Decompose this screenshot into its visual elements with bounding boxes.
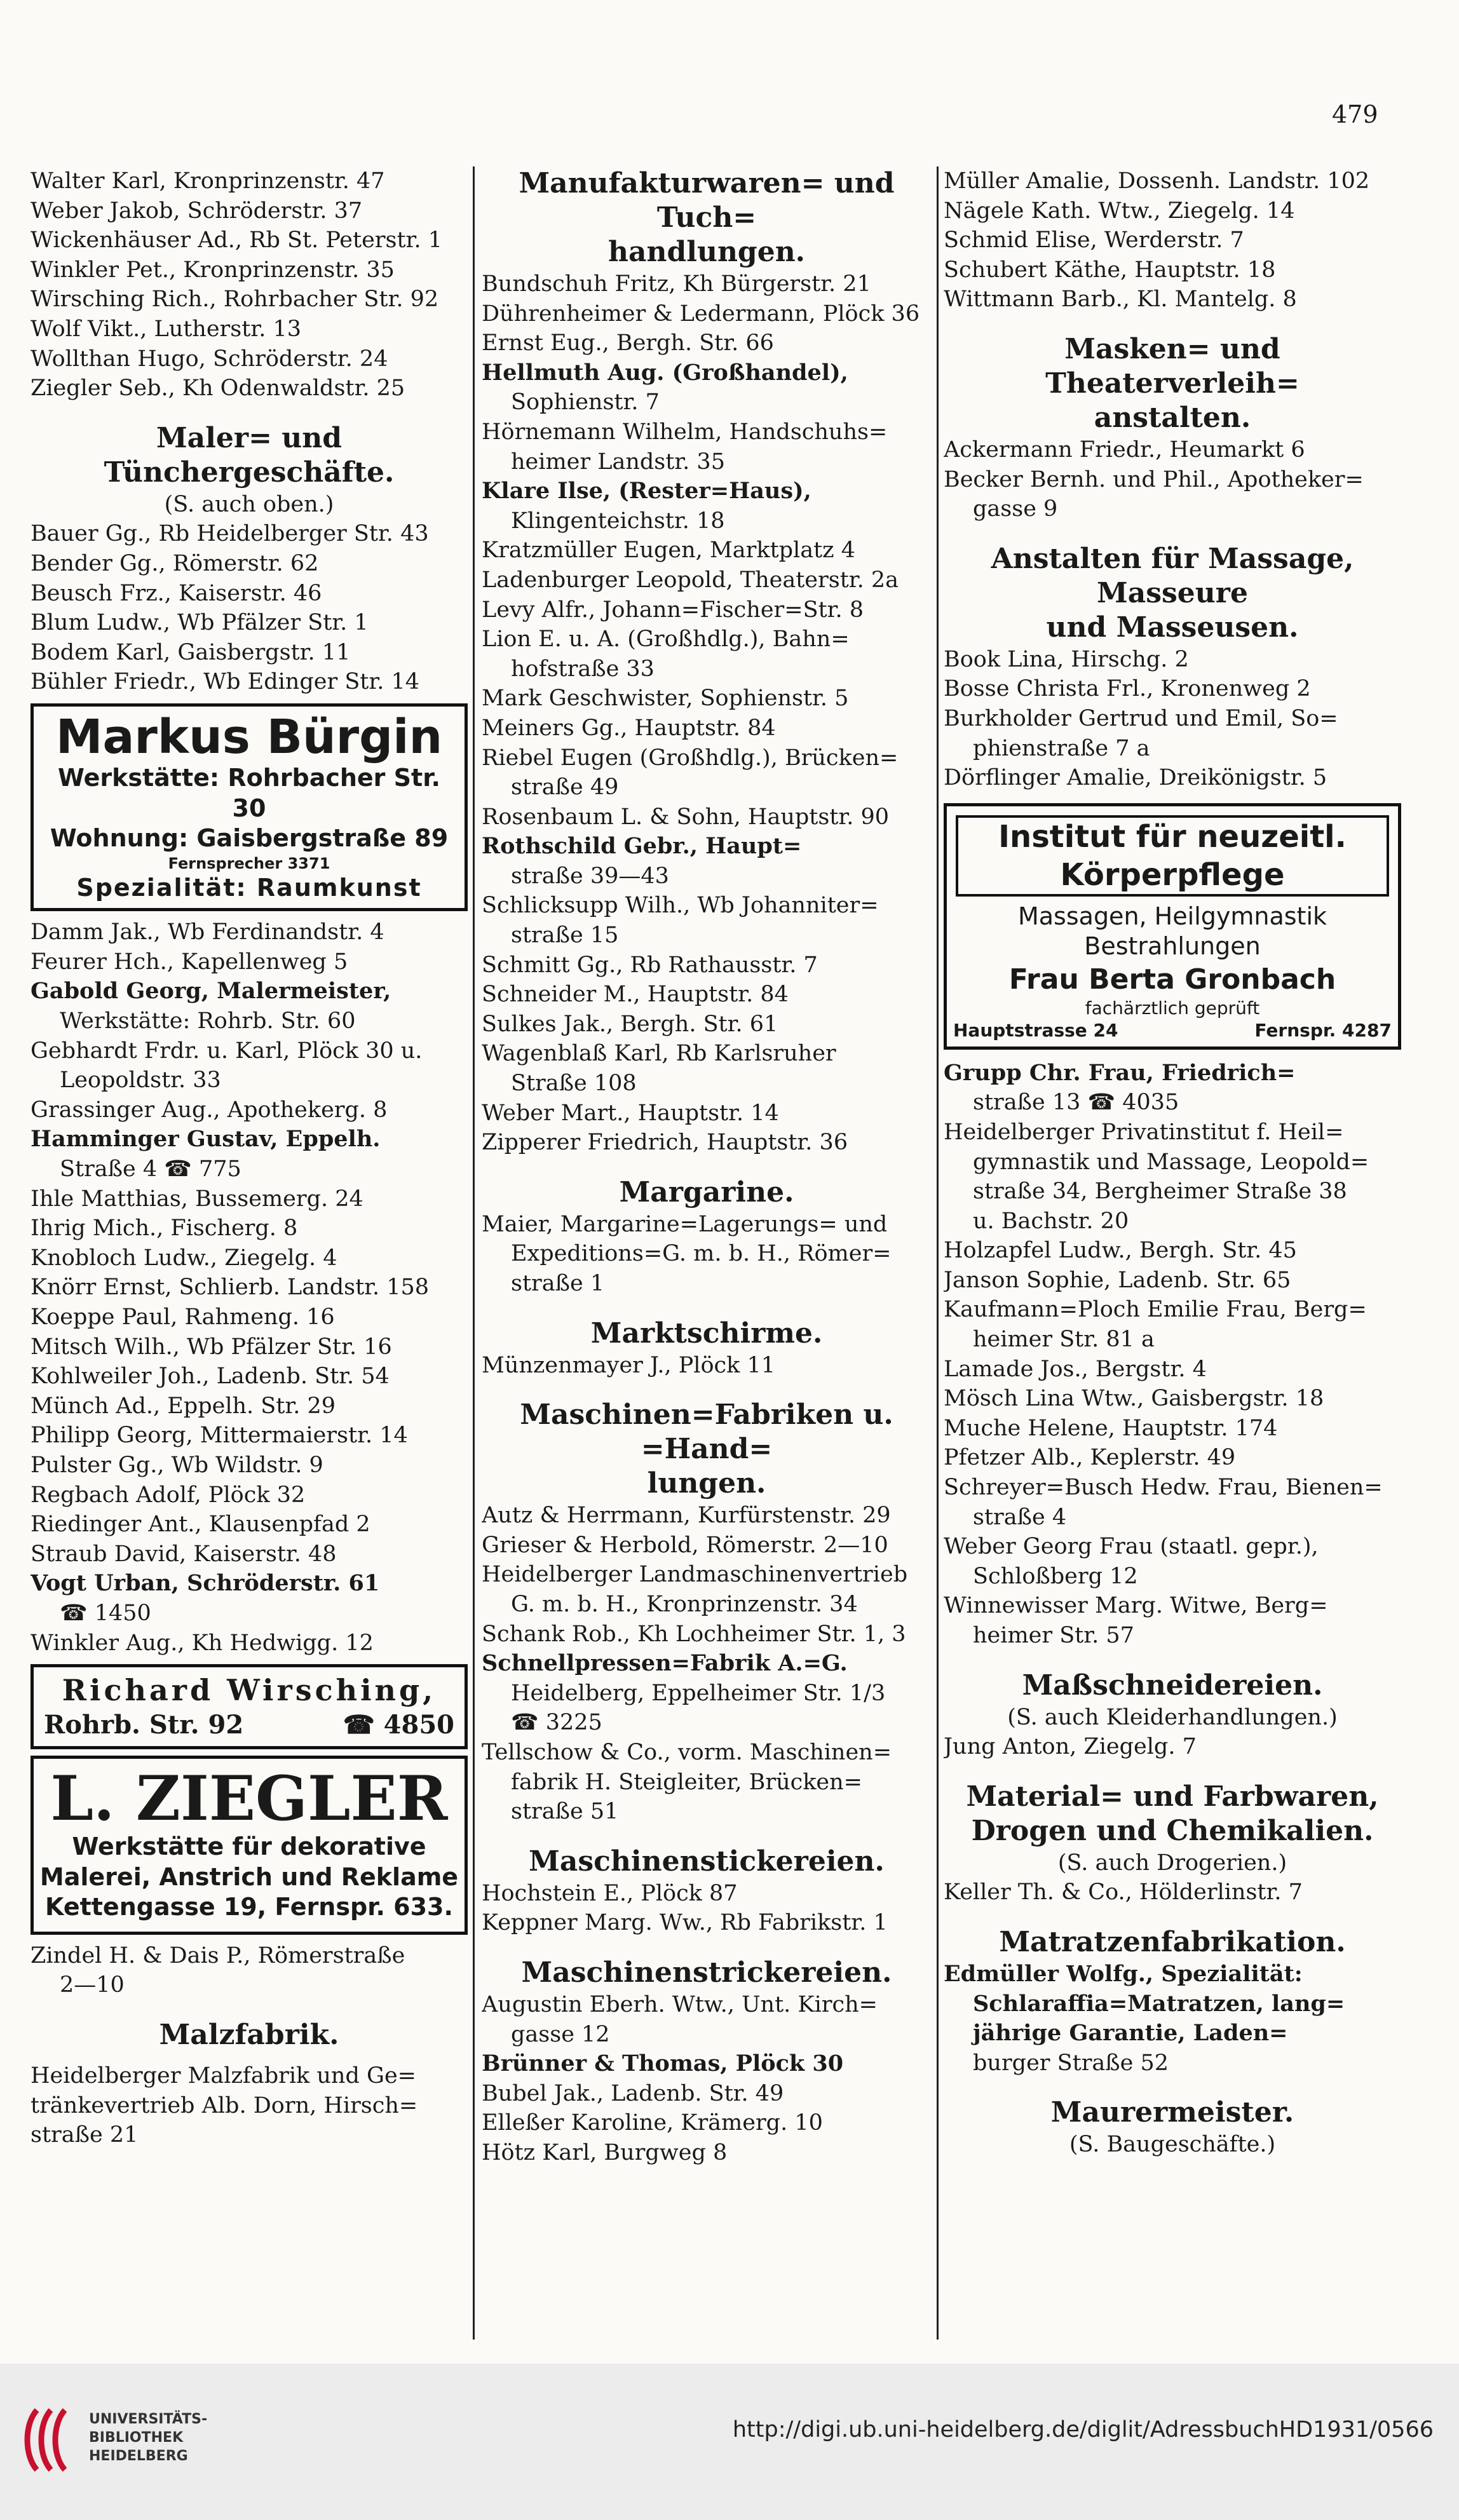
directory-entry: Wagenblaß Karl, Rb Karlsruher [482, 1041, 836, 1067]
directory-entry: Wittmann Barb., Kl. Mantelg. 8 [944, 287, 1297, 313]
directory-entry-continuation: 2—10 [60, 1972, 125, 1998]
section-gap [31, 2000, 468, 2018]
library-name [89, 2410, 207, 2465]
directory-entry: Winkler Aug., Kh Hedwigg. 12 [31, 1630, 374, 1656]
section-heading: anstalten. [1094, 401, 1251, 434]
section-gap [482, 1380, 932, 1398]
ad-ziegler-line3: Kettengasse 19, Fernspr. 633. [45, 1893, 453, 1921]
section-heading: Manufakturwaren= und Tuch= [519, 167, 895, 234]
ad-institut-note: fachärztlich geprüft [1085, 997, 1260, 1019]
directory-entry-continuation: Leopoldstr. 33 [60, 1067, 221, 1094]
directory-entry: Weber Mart., Hauptstr. 14 [482, 1100, 779, 1126]
section-heading: Maurermeister. [1050, 2096, 1294, 2129]
directory-entry: Janson Sophie, Ladenb. Str. 65 [944, 1267, 1291, 1293]
section-gap [482, 1299, 932, 1317]
section-heading: Maschinen=Fabriken u. =Hand= [520, 1399, 893, 1466]
directory-entry: Bodem Karl, Gaisbergstr. 11 [31, 639, 351, 665]
section-note: (S. auch oben.) [164, 491, 334, 517]
directory-entry: Ernst Eug., Bergh. Str. 66 [482, 330, 774, 356]
directory-entry: Walter Karl, Kronprinzenstr. 47 [31, 168, 385, 194]
section-gap [482, 1938, 932, 1956]
directory-entry: Kaufmann=Ploch Emilie Frau, Berg= [944, 1297, 1367, 1323]
section-heading: Material= und Farbwaren, [966, 1780, 1379, 1813]
directory-entry-continuation: Schlaraffia=Matratzen, lang= [973, 1990, 1345, 2017]
section-gap [944, 524, 1401, 542]
directory-entry: Weber Jakob, Schröderstr. 37 [31, 198, 363, 224]
column-divider-right [937, 166, 939, 2340]
directory-entry: Heidelberger Privatinstitut f. Heil= [944, 1119, 1344, 1145]
ad-institut-title: Institut für neuzeitl. Körperpflege [956, 815, 1389, 897]
directory-entry: Dörflinger Amalie, Dreikönigstr. 5 [944, 765, 1327, 791]
section-note: (S. auch Drogerien.) [1057, 1850, 1287, 1876]
directory-entry: Rosenbaum L. & Sohn, Hauptstr. 90 [482, 804, 890, 830]
section-heading: Maler= und Tünchergeschäfte. [104, 421, 395, 489]
ad-burgin-name: Markus Bürgin [55, 709, 443, 764]
directory-entry: Wirsching Rich., Rohrbacher Str. 92 [31, 287, 439, 313]
directory-entry-continuation: heimer Str. 57 [973, 1623, 1134, 1648]
directory-entry: Burkholder Gertrud und Emil, So= [944, 705, 1338, 731]
page-number: 479 [1332, 100, 1378, 128]
directory-entry-continuation: straße 13 ☎ 4035 [973, 1090, 1179, 1116]
directory-entry: Zindel H. & Dais P., Römerstraße [31, 1942, 405, 1968]
ad-ziegler-line1: Werkstätte für dekorative [72, 1832, 426, 1861]
directory-entry: Mark Geschwister, Sophienstr. 5 [482, 686, 849, 712]
ad-l-ziegler [31, 1756, 468, 1935]
section-heading: Matratzenfabrikation. [999, 1925, 1346, 1958]
directory-entry-continuation: jährige Garantie, Laden= [973, 2020, 1288, 2047]
directory-entry: Straub David, Kaiserstr. 48 [31, 1541, 337, 1567]
directory-entry: Heidelberger Landmaschinenvertrieb [482, 1562, 908, 1588]
directory-entry: Augustin Eberh. Wtw., Unt. Kirch= [482, 1991, 878, 2017]
directory-entry-continuation: Schloßberg 12 [973, 1563, 1138, 1589]
directory-entry: Koeppe Paul, Rahmeng. 16 [31, 1304, 335, 1331]
directory-entry-continuation: Heidelberg, Eppelheimer Str. 1/3 [511, 1680, 886, 1706]
directory-entry: Hörnemann Wilhelm, Handschuhs= [482, 419, 888, 445]
directory-entry: Grupp Chr. Frau, Friedrich= [944, 1059, 1296, 1086]
directory-entry: Meiners Gg., Hauptstr. 84 [482, 715, 776, 741]
directory-entry: Schreyer=Busch Hedw. Frau, Bienen= [944, 1475, 1383, 1501]
directory-entry: Hochstein E., Plöck 87 [482, 1880, 738, 1906]
directory-entry: Mösch Lina Wtw., Gaisbergstr. 18 [944, 1386, 1324, 1412]
directory-entry: Ladenburger Leopold, Theaterstr. 2a [482, 567, 899, 593]
directory-entry: Beusch Frz., Kaiserstr. 46 [31, 580, 322, 606]
directory-entry: Vogt Urban, Schröderstr. 61 [31, 1570, 380, 1597]
directory-entry: Knörr Ernst, Schlierb. Landstr. 158 [31, 1275, 430, 1301]
ad-wirsching-address: Rohrb. Str. 92 [44, 1709, 244, 1740]
directory-entry: Ihle Matthias, Bussemerg. 24 [31, 1186, 363, 1212]
ad-burgin-workshop: Werkstätte: Rohrbacher Str. 30 [58, 764, 440, 822]
section-heading: Maschinenstickereien. [529, 1845, 885, 1878]
directory-entry: Wollthan Hugo, Schröderstr. 24 [31, 346, 388, 372]
directory-entry: Muche Helene, Hauptstr. 174 [944, 1415, 1278, 1441]
directory-entry-continuation: heimer Str. 81 a [973, 1327, 1155, 1353]
directory-entry: Keppner Marg. Ww., Rb Fabrikstr. 1 [482, 1910, 888, 1936]
section-note: (S. Baugeschäfte.) [1069, 2132, 1276, 2158]
directory-entry-continuation: heimer Landstr. 35 [511, 449, 725, 475]
directory-entry: Book Lina, Hirschg. 2 [944, 646, 1189, 672]
section-gap [31, 2052, 468, 2061]
directory-entry-continuation: Straße 4 ☎ 775 [60, 1156, 241, 1182]
directory-entry: Bauer Gg., Rb Heidelberger Str. 43 [31, 521, 429, 547]
directory-entry: Elleßer Karoline, Krämerg. 10 [482, 2110, 823, 2136]
directory-entry: Kratzmüller Eugen, Marktplatz 4 [482, 538, 856, 564]
directory-entry-continuation: straße 39—43 [511, 863, 669, 889]
directory-entry-continuation: ☎ 3225 [511, 1710, 602, 1736]
directory-entry-continuation: hofstraße 33 [511, 656, 655, 682]
directory-entry-continuation: straße 49 [511, 775, 619, 801]
directory-entry-continuation: ☎ 1450 [60, 1600, 151, 1626]
ad-burgin-home: Wohnung: Gaisbergstraße 89 [50, 824, 449, 853]
column-divider-left [473, 166, 475, 2340]
section-heading: handlungen. [607, 236, 806, 268]
directory-entry: Schneider M., Hauptstr. 84 [482, 982, 789, 1008]
section-gap [482, 1827, 932, 1845]
directory-entry: Gabold Georg, Malermeister, [31, 978, 391, 1005]
directory-entry: Winnewisser Marg. Witwe, Berg= [944, 1593, 1328, 1619]
directory-entry: Heidelberger Malzfabrik und Ge= [31, 2063, 416, 2089]
ad-institut-koerperpflege [944, 803, 1401, 1050]
directory-entry: Keller Th. & Co., Hölderlinstr. 7 [944, 1880, 1303, 1906]
directory-entry: Hamminger Gustav, Eppelh. [31, 1126, 381, 1153]
section-gap [944, 1651, 1401, 1669]
directory-entry: Bühler Friedr., Wb Edinger Str. 14 [31, 669, 420, 695]
directory-entry: Schubert Käthe, Hauptstr. 18 [944, 257, 1276, 283]
section-gap [31, 403, 468, 421]
directory-entry-continuation: burger Straße 52 [973, 2050, 1169, 2076]
directory-entry: Weber Georg Frau (staatl. gepr.), [944, 1534, 1319, 1560]
section-heading: Anstalten für Massage, Masseure [991, 542, 1354, 609]
section-gap [944, 1762, 1401, 1780]
library-name-line2: BIBLIOTHEK [89, 2430, 184, 2446]
section-heading: lungen. [647, 1467, 766, 1500]
directory-entry: Pfetzer Alb., Keplerstr. 49 [944, 1445, 1236, 1471]
directory-entry: Müller Amalie, Dossenh. Landstr. 102 [944, 168, 1370, 194]
directory-entry-continuation: Klingenteichstr. 18 [511, 508, 725, 534]
ad-institut-line2: Bestrahlungen [1084, 932, 1261, 961]
library-name-line3: HEIDELBERG [89, 2448, 188, 2464]
directory-entry: Schmitt Gg., Rb Rathausstr. 7 [482, 952, 818, 978]
directory-entry: Knobloch Ludw., Ziegelg. 4 [31, 1245, 337, 1271]
directory-entry-continuation: straße 34, Bergheimer Straße 38 [973, 1179, 1347, 1205]
ad-wirsching-name: Richard Wirsching, [62, 1673, 437, 1708]
directory-entry: Gebhardt Frdr. u. Karl, Plöck 30 u. [31, 1038, 423, 1064]
directory-entry: Bundschuh Fritz, Kh Bürgerstr. 21 [482, 271, 871, 297]
section-heading: Masken= und Theaterverleih= [1045, 332, 1300, 400]
section-heading: Margarine. [619, 1175, 794, 1209]
directory-entry: Mitsch Wilh., Wb Pfälzer Str. 16 [31, 1334, 392, 1360]
directory-entry: tränkevertrieb Alb. Dorn, Hirsch= [31, 2092, 418, 2118]
column-left [31, 166, 468, 2150]
directory-entry: Ziegler Seb., Kh Odenwaldstr. 25 [31, 376, 405, 402]
directory-entry-continuation: Expeditions=G. m. b. H., Römer= [511, 1241, 892, 1267]
directory-entry: Tellschow & Co., vorm. Maschinen= [482, 1739, 892, 1765]
source-url-link[interactable]: http://digi.ub.uni-heidelberg.de/diglit/AdressbuchHD1931/0566 [732, 2417, 1434, 2442]
directory-entry: Rothschild Gebr., Haupt= [482, 833, 802, 860]
directory-entry-continuation: gasse 12 [511, 2021, 610, 2047]
directory-entry-continuation: straße 1 [511, 1271, 605, 1296]
directory-entry: Holzapfel Ludw., Bergh. Str. 45 [944, 1238, 1297, 1264]
directory-entry: Wickenhäuser Ad., Rb St. Peterstr. 1 [31, 227, 442, 254]
section-heading: Marktschirme. [590, 1317, 823, 1350]
section-gap [944, 1907, 1401, 1925]
ad-markus-burgin [31, 703, 468, 911]
directory-entry: Hellmuth Aug. (Großhandel), [482, 359, 848, 386]
directory-entry: Lamade Jos., Bergstr. 4 [944, 1356, 1207, 1382]
directory-entry: Philipp Georg, Mittermaierstr. 14 [31, 1423, 408, 1449]
directory-entry-continuation: straße 4 [973, 1504, 1067, 1530]
directory-entry: Pulster Gg., Wb Wildstr. 9 [31, 1452, 323, 1478]
directory-entry: Maier, Margarine=Lagerungs= und [482, 1211, 888, 1237]
directory-entry: Brünner & Thomas, Plöck 30 [482, 2050, 844, 2077]
directory-entry: Münch Ad., Eppelh. Str. 29 [31, 1393, 336, 1419]
ad-institut-line1: Massagen, Heilgymnastik [1017, 902, 1327, 930]
directory-entry-continuation: Straße 108 [511, 1071, 637, 1097]
directory-entry-continuation: straße 51 [511, 1799, 619, 1825]
directory-entry: Levy Alfr., Johann=Fischer=Str. 8 [482, 597, 864, 623]
directory-entry: Damm Jak., Wb Ferdinandstr. 4 [31, 919, 384, 945]
ad-institut-address: Hauptstrasse 24 [953, 1019, 1118, 1041]
ad-burgin-phone: Fernsprecher 3371 [168, 854, 330, 872]
directory-entry: Wolf Vikt., Lutherstr. 13 [31, 316, 301, 342]
section-gap [944, 315, 1401, 332]
directory-entry: Riebel Eugen (Großhdlg.), Brücken= [482, 745, 899, 771]
directory-entry: Ackermann Friedr., Heumarkt 6 [944, 437, 1305, 463]
directory-entry: Riedinger Ant., Klausenpfad 2 [31, 1512, 370, 1538]
section-gap [944, 2078, 1401, 2096]
directory-entry: Bender Gg., Römerstr. 62 [31, 550, 319, 576]
directory-entry: Klare Ilse, (Rester=Haus), [482, 478, 811, 505]
directory-entry-continuation: phienstraße 7 a [973, 735, 1150, 761]
directory-entry: Schank Rob., Kh Lochheimer Str. 1, 3 [482, 1621, 906, 1647]
ad-institut-owner: Frau Berta Gronbach [1008, 963, 1336, 996]
section-note: (S. auch Kleiderhandlungen.) [1007, 1704, 1338, 1730]
directory-entry: Kohlweiler Joh., Ladenb. Str. 54 [31, 1364, 390, 1390]
directory-entry: Bubel Jak., Ladenb. Str. 49 [482, 2080, 784, 2106]
directory-entry: Nägele Kath. Wtw., Ziegelg. 14 [944, 198, 1295, 224]
directory-entry: Grieser & Herbold, Römerstr. 2—10 [482, 1532, 888, 1558]
section-heading: Maßschneidereien. [1022, 1669, 1323, 1702]
section-heading: Maschinenstrickereien. [521, 1956, 892, 1989]
section-heading: und Masseusen. [1046, 611, 1299, 644]
directory-entry: Hötz Karl, Burgweg 8 [482, 2139, 728, 2165]
directory-entry: Schmid Elise, Werderstr. 7 [944, 227, 1244, 254]
column-right [944, 166, 1401, 2160]
directory-entry: Blum Ludw., Wb Pfälzer Str. 1 [31, 610, 369, 636]
section-gap [482, 1158, 932, 1175]
directory-entry: Becker Bernh. und Phil., Apotheker= [944, 466, 1364, 492]
directory-entry-continuation: Sophienstr. 7 [511, 390, 660, 416]
university-library-logo-icon [18, 2405, 81, 2475]
directory-entry: Feurer Hch., Kapellenweg 5 [31, 949, 348, 975]
directory-entry-continuation: u. Bachstr. 20 [973, 1208, 1129, 1234]
directory-entry: Grassinger Aug., Apothekerg. 8 [31, 1097, 388, 1123]
ad-burgin-special: Spezialität: Raumkunst [76, 873, 422, 902]
directory-entry: straße 21 [31, 2122, 139, 2148]
directory-entry: Jung Anton, Ziegelg. 7 [944, 1734, 1197, 1760]
directory-entry-continuation: G. m. b. H., Kronprinzenstr. 34 [511, 1591, 858, 1617]
directory-entry: Münzenmayer J., Plöck 11 [482, 1352, 775, 1378]
ad-ziegler-line2: Malerei, Anstrich und Reklame [39, 1862, 459, 1891]
directory-entry: Zipperer Friedrich, Hauptstr. 36 [482, 1130, 848, 1156]
ad-wirsching-phone: ☎ 4850 [343, 1709, 454, 1740]
section-heading: Drogen und Chemikalien. [971, 1814, 1374, 1847]
directory-entry: Bosse Christa Frl., Kronenweg 2 [944, 676, 1311, 702]
ad-ziegler-name: L. ZIEGLER [50, 1762, 448, 1834]
directory-entry-continuation: fabrik H. Steigleiter, Brücken= [511, 1769, 863, 1795]
directory-entry: Dührenheimer & Ledermann, Plöck 36 [482, 301, 920, 327]
library-name-line1: UNIVERSITÄTS- [89, 2411, 208, 2427]
section-heading: Malzfabrik. [159, 2018, 339, 2051]
directory-entry: Edmüller Wolfg., Spezialität: [944, 1960, 1303, 1987]
directory-entry: Regbach Adolf, Plöck 32 [31, 1482, 306, 1508]
directory-entry-continuation: gymnastik und Massage, Leopold= [973, 1149, 1369, 1175]
directory-entry: Schlicksupp Wilh., Wb Johanniter= [482, 893, 879, 919]
directory-entry-continuation: straße 15 [511, 923, 619, 949]
directory-entry: Schnellpressen=Fabrik A.=G. [482, 1650, 848, 1677]
ad-richard-wirsching [31, 1664, 468, 1749]
directory-entry: Autz & Herrmann, Kurfürstenstr. 29 [482, 1503, 891, 1529]
directory-entry: Winkler Pet., Kronprinzenstr. 35 [31, 257, 395, 283]
ad-institut-phone: Fernspr. 4287 [1254, 1019, 1392, 1041]
directory-entry-continuation: gasse 9 [973, 496, 1058, 522]
directory-entry: Lion E. u. A. (Großhdlg.), Bahn= [482, 627, 850, 653]
directory-entry: Sulkes Jak., Bergh. Str. 61 [482, 1011, 778, 1037]
directory-entry-continuation: Werkstätte: Rohrb. Str. 60 [60, 1008, 356, 1034]
directory-entry: Ihrig Mich., Fischerg. 8 [31, 1216, 298, 1242]
column-middle [482, 166, 932, 2167]
